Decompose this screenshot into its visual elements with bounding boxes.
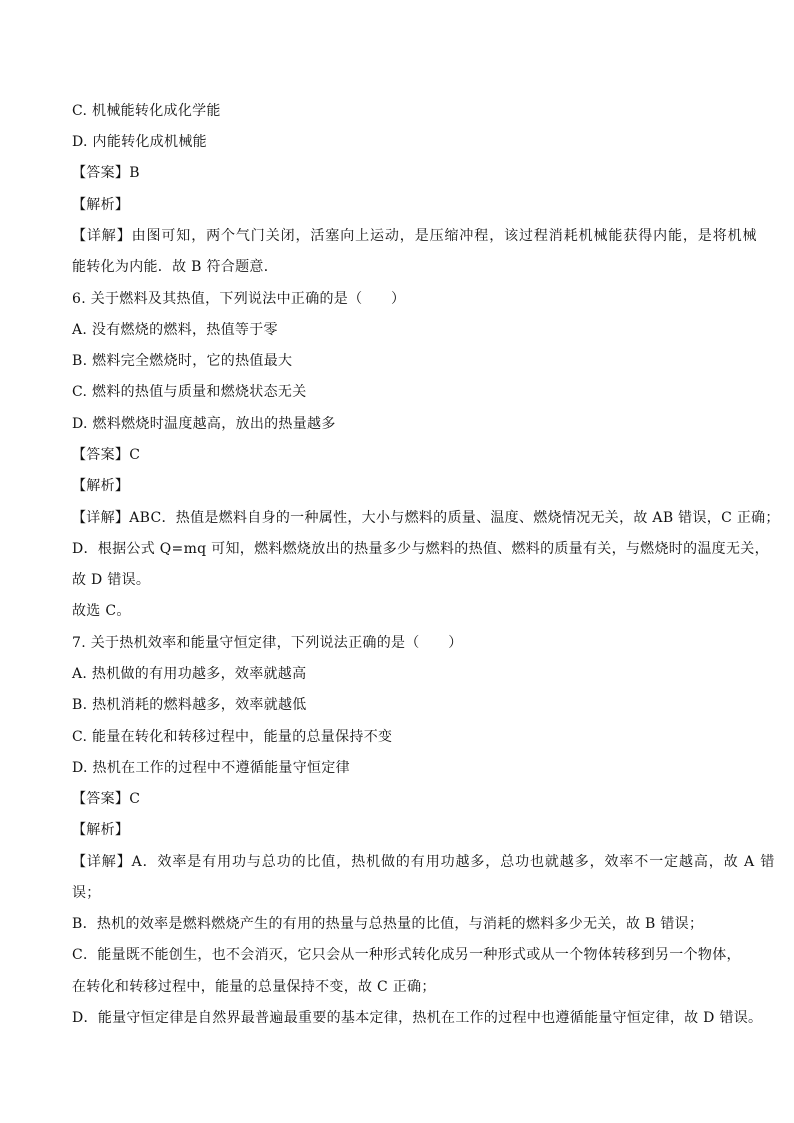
q6-detail-line-3: 故 D 错误。	[72, 572, 151, 588]
q7-option-b: B. 热机消耗的燃料越多，效率就越低	[72, 697, 307, 713]
q6-detail-line-1: 【详解】ABC．热值是燃料自身的一种属性，大小与燃料的质量、温度、燃烧情况无关，故 AB 错误，C 正确；	[72, 510, 780, 526]
q6-stem: 6. 关于燃料及其热值，下列说法中正确的是（ ）	[72, 291, 406, 307]
q7-analysis-label: 【解析】	[72, 822, 130, 838]
q6-option-b: B. 燃料完全燃烧时，它的热值最大	[72, 353, 293, 369]
q7-detail-line-4: C．能量既不能创生，也不会消灭，它只会从一种形式转化成另一种形式或从一个物体转移到另一个物体，	[72, 947, 741, 963]
q7-option-d: D. 热机在工作的过程中不遵循能量守恒定律	[72, 760, 350, 776]
q7-detail-line-2: 误；	[72, 885, 101, 901]
q7-option-a: A. 热机做的有用功越多，效率就越高	[72, 666, 307, 682]
q5-detail-line-1: 【详解】由图可知，两个气门关闭，活塞向上运动，是压缩冲程，该过程消耗机械能获得内能，是将机械	[72, 228, 758, 244]
q5-option-d: D. 内能转化成机械能	[72, 134, 207, 150]
q5-analysis-label: 【解析】	[72, 197, 130, 213]
q7-detail-line-6: D．能量守恒定律是自然界最普遍最重要的基本定律，热机在工作的过程中也遵循能量守恒定律，故 D 错误。	[72, 1010, 763, 1026]
q7-detail-line-5: 在转化和转移过程中，能量的总量保持不变，故 C 正确；	[72, 979, 436, 995]
q7-option-c: C. 能量在转化和转移过程中，能量的总量保持不变	[72, 729, 393, 745]
q5-detail-line-2: 能转化为内能．故 B 符合题意．	[72, 259, 278, 275]
q6-option-c: C. 燃料的热值与质量和燃烧状态无关	[72, 384, 307, 400]
q6-answer: 【答案】C	[72, 447, 141, 463]
q7-answer: 【答案】C	[72, 791, 141, 807]
q6-option-d: D. 燃料燃烧时温度越高，放出的热量越多	[72, 416, 336, 432]
q5-answer: 【答案】B	[72, 165, 140, 181]
q7-detail-line-3: B．热机的效率是燃料燃烧产生的有用的热量与总热量的比值，与消耗的燃料多少无关，故 B 错误；	[72, 916, 704, 932]
q6-conclusion: 故选 C。	[72, 603, 131, 619]
q6-option-a: A. 没有燃烧的燃料，热值等于零	[72, 322, 278, 338]
q5-option-c: C. 机械能转化成化学能	[72, 103, 221, 119]
q7-stem: 7. 关于热机效率和能量守恒定律，下列说法正确的是（ ）	[72, 635, 463, 651]
q6-analysis-label: 【解析】	[72, 478, 130, 494]
q6-detail-line-2: D．根据公式 Q=mq 可知，燃料燃烧放出的热量多少与燃料的热值、燃料的质量有关，与燃烧时的温度无关，	[72, 541, 769, 557]
q7-detail-line-1: 【详解】A．效率是有用功与总功的比值，热机做的有用功越多，总功也就越多，效率不一定越高，故 A 错	[72, 854, 776, 870]
